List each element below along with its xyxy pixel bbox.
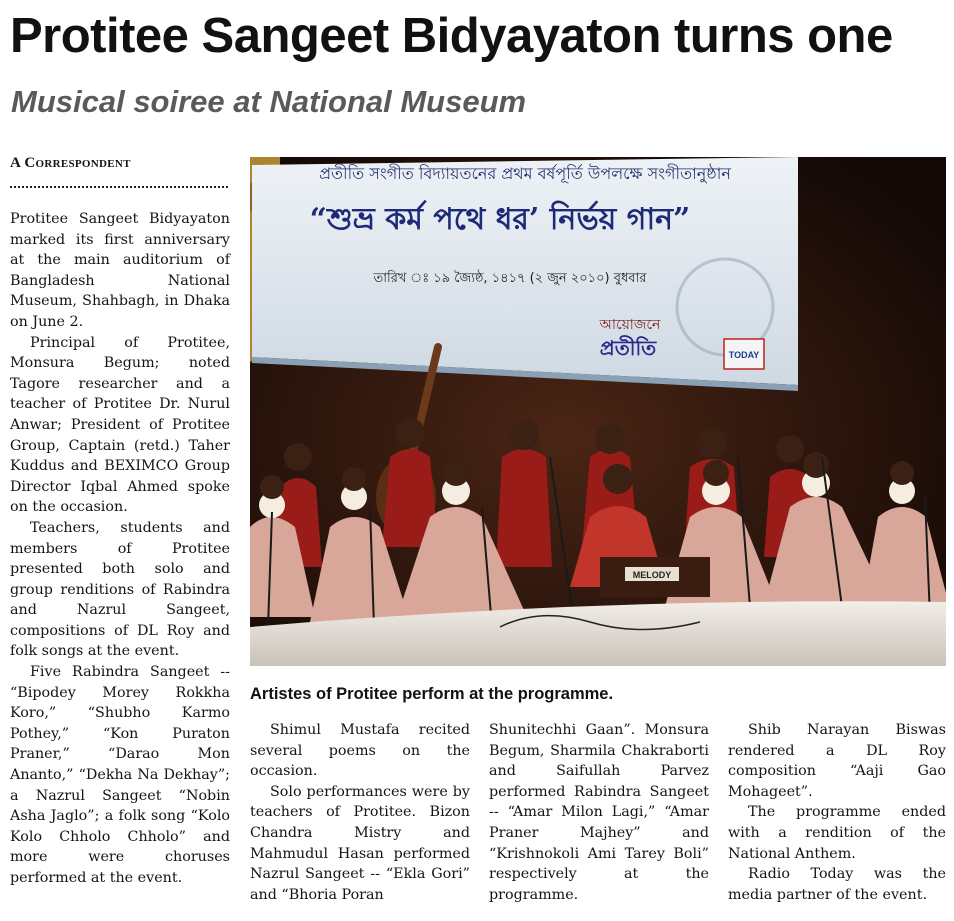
banner-line-5: প্রতীতি bbox=[599, 336, 657, 360]
paragraph: Five Rabindra Sangeet -- “Bipodey Morey Rokkha Koro,” “Shubho Karmo Pothey,” “Kon Puraton Praner,” “Darao Mon Ananto,” “Dekha Na Dekhay”; a Nazrul Sangeet “Nobin Asha Jaglo”; a folk song “Kolo Kolo Chholo Chholo” and more were choruses performed at the event. bbox=[10, 664, 230, 886]
article-photo bbox=[250, 157, 946, 666]
paragraph: Shimul Mustafa recited several poems on the occasion. bbox=[250, 722, 470, 780]
headline: Protitee Sangeet Bidyayaton turns one bbox=[10, 9, 893, 63]
article-column-1 bbox=[10, 209, 230, 889]
paragraph: Principal of Protitee, Monsura Begum; noted Tagore researcher and a teacher of Protitee Dr. Nurul Anwar; President of Protitee Group, Captain (retd.) Taher Kuddus and BEXIMCO Group Director Iqbal Ahmed spoke on the occasion. bbox=[10, 334, 230, 516]
photo-caption: Artistes of Protitee perform at the programme. bbox=[250, 685, 614, 703]
banner-line-2: “শুভ্র কর্ম পথে ধর’ নির্ভয় গান” bbox=[309, 202, 691, 237]
banner-line-4: আয়োজনে bbox=[599, 317, 661, 333]
paragraph: The programme ended with a rendition of the National Anthem. bbox=[728, 804, 946, 862]
paragraph: Solo performances were by teachers of Protitee. Bizon Chandra Mistry and Mahmudul Hasan performed Nazrul Sangeet -- “Ekla Gori” and “Bhoria Poran bbox=[250, 783, 470, 903]
paragraph: Teachers, students and members of Protitee presented both solo and group renditions of Rabindra and Nazrul Sangeet, compositions of DL Roy and folk songs at the event. bbox=[10, 519, 230, 660]
byline: A Correspondent bbox=[10, 155, 131, 171]
byline-divider bbox=[10, 186, 228, 188]
sponsor-logo-text: TODAY bbox=[728, 350, 760, 360]
paragraph: Shunitechhi Gaan”. Monsura Begum, Sharmila Chakraborti and Saifullah Parvez performed Rabindra Sangeet -- “Amar Milon Lagi,” “Amar Praner Majhey” and “Krishnokoli Ami Tarey Boli” respectively at the programme. bbox=[489, 722, 709, 903]
subheadline: Musical soiree at National Museum bbox=[11, 84, 527, 119]
paragraph: Protitee Sangeet Bidyayaton marked its first anniversary at the main auditorium of Bangladesh National Museum, Shahbagh, in Dhaka on June 2. bbox=[10, 211, 230, 330]
paragraph: Shib Narayan Biswas rendered a DL Roy composition “Aaji Gao Mohageet”. bbox=[728, 722, 946, 800]
harmonium-label: MELODY bbox=[632, 570, 672, 580]
paragraph: Radio Today was the media partner of the event. bbox=[728, 866, 946, 903]
article-column-3 bbox=[489, 720, 709, 905]
article-column-2 bbox=[250, 720, 470, 905]
banner-line-3: তারিখ ঃ ১৯ জ্যৈষ্ঠ, ১৪১৭ (২ জুন ২০১০) বুধবার bbox=[373, 271, 647, 286]
banner-line-1: প্রতীতি সংগীত বিদ্যায়তনের প্রথম বর্ষপূর্তি উপলক্ষে সংগীতানুষ্ঠান bbox=[319, 164, 731, 183]
article-column-4 bbox=[728, 720, 946, 905]
performance-photo-illustration bbox=[250, 157, 946, 666]
